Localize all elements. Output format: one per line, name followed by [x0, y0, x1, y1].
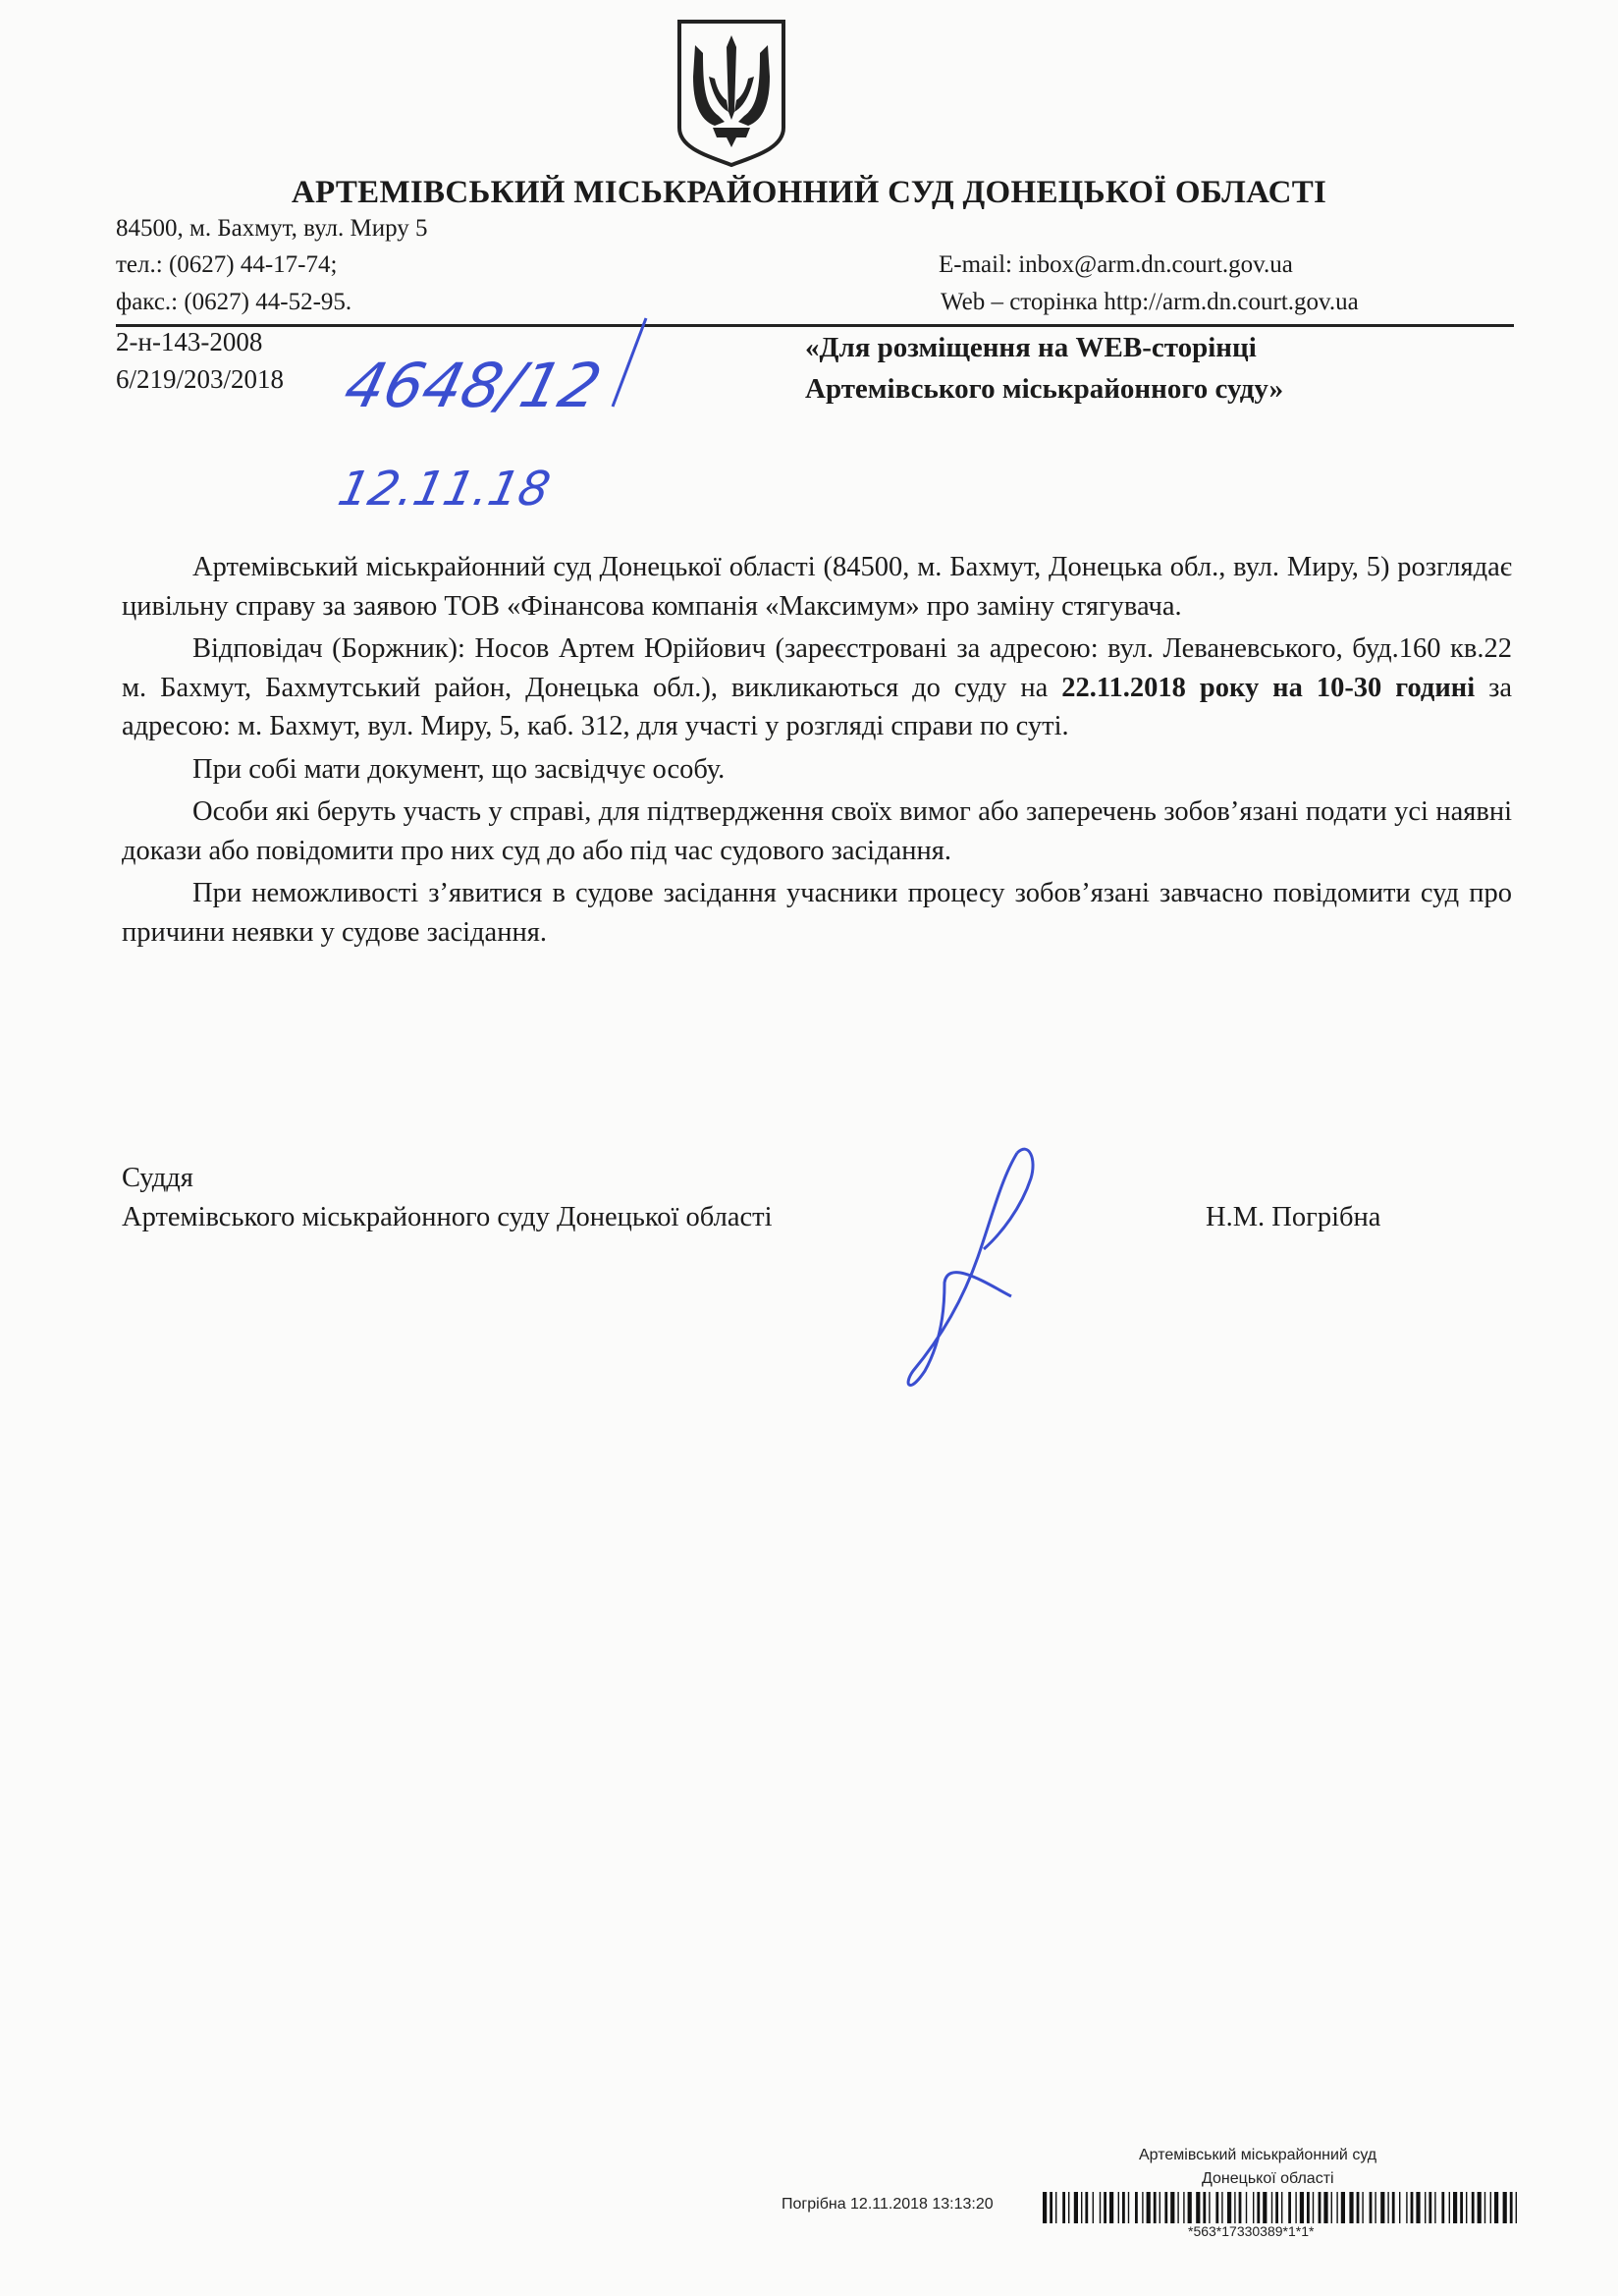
- court-address: 84500, м. Бахмут, вул. Миру 5: [116, 215, 428, 242]
- handwritten-date: [333, 450, 555, 519]
- judge-name: Н.М. Погрібна: [1206, 1202, 1381, 1232]
- paragraph-2-end: за адресою: м. Бахмут, вул. Миру, 5, каб. 312, для участі у розгляді справи по суті.: [122, 672, 1512, 741]
- handwritten-registration-number: [337, 310, 658, 421]
- web-note-line-1: «Для розміщення на WEB-сторінці: [805, 332, 1257, 363]
- court-fax: факс.: (0627) 44-52-95.: [116, 289, 352, 315]
- paragraph-2: [122, 629, 1512, 746]
- court-website: Web – сторінка http://arm.dn.court.gov.ua: [941, 289, 1359, 315]
- barcode: [1043, 2192, 1518, 2223]
- court-email: E-mail: inbox@arm.dn.court.gov.ua: [939, 251, 1293, 278]
- web-placement-note: [805, 327, 1283, 410]
- signature-block: [122, 1159, 773, 1237]
- hearing-datetime: 22.11.2018 року на 10-30 годині: [1061, 672, 1476, 703]
- signature-court: Артемівського міськрайонного суду Донецької області: [122, 1202, 773, 1232]
- web-note-line-2: Артемівського міськрайонного суду»: [805, 373, 1284, 405]
- handwritten-signature: [884, 1139, 1060, 1404]
- paragraph-2-start: Відповідач (Боржник): Носов Артем Юрійович (зареєстровані за адресою: вул. Леваневського, буд.160 кв.22 м. Бахмут, Бахмутський район, Донецька обл.), викликаються до суду на: [122, 633, 1512, 703]
- svg-text:12.11.18: 12.11.18: [333, 462, 555, 517]
- notice-body: [122, 548, 1512, 956]
- court-phone: тел.: (0627) 44-17-74;: [116, 251, 338, 278]
- court-title: АРТЕМІВСЬКИЙ МІСЬКРАЙОННИЙ СУД ДОНЕЦЬКОЇ ОБЛАСТІ: [291, 175, 1327, 210]
- paragraph-4: Особи які беруть участь у справі, для підтвердження своїх вимог або заперечень зобов’язані подати усі наявні докази або повідомити про них суд до або під час судового засідання.: [122, 796, 1512, 866]
- registry-court-line-1: Артемівський міськрайонний суд: [1139, 2147, 1377, 2163]
- barcode-text: *563*17330389*1*1*: [1188, 2223, 1315, 2239]
- registry-stamp-line: Погрібна 12.11.2018 13:13:20: [782, 2196, 994, 2213]
- trident-emblem-icon: [674, 18, 789, 167]
- case-number-2: 6/219/203/2018: [116, 364, 285, 394]
- case-number-1: 2-н-143-2008: [116, 327, 263, 356]
- signature-title: Суддя: [122, 1163, 193, 1193]
- paragraph-5: При неможливості з’явитися в судове засідання учасники процесу зобов’язані завчасно повідомити суд про причини неявки у судове засідання.: [122, 878, 1512, 948]
- paragraph-3: При собі мати документ, що засвідчує особу.: [192, 753, 726, 785]
- registry-court-line-2: Донецької області: [1202, 2170, 1334, 2187]
- paragraph-1: Артемівський міськрайонний суд Донецької області (84500, м. Бахмут, Донецька обл., вул. Миру, 5) розглядає цивільну справу за заявою ТОВ «Фінансова компанія «Максимум» про заміну стягувача.: [122, 552, 1512, 622]
- svg-text:4648/12: 4648/12: [337, 350, 609, 421]
